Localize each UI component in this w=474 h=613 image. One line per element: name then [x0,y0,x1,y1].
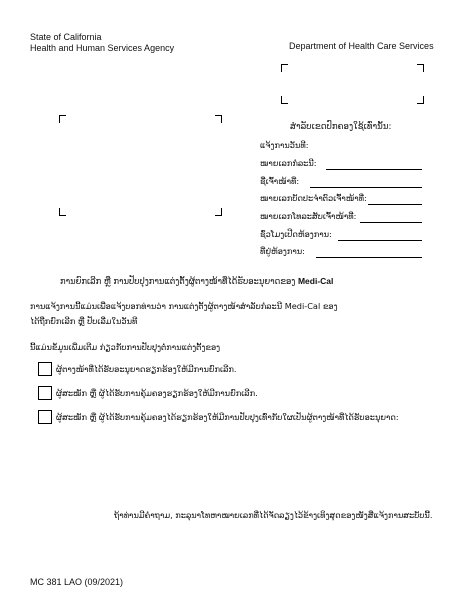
form-id: MC 381 LAO (09/2021) [30,577,124,587]
additional-info-text: ນີ້ແມ່ນຂໍ້ມູນເພີ່ມເຕີມ ກ່ຽວກັບການປັບປຸງຕໍ່ການແຕ່ງຕັ້ງຂອງ [30,342,221,352]
worker-phone-line [360,222,422,223]
worker-phone-field[interactable] [260,210,430,224]
worker-name-label: ຊື່ເຈົ້າໜ້າທີ່: [260,176,300,186]
form-title [60,275,333,287]
option-label-2: ຜູ້ສະໝັກ ຫຼື ຜູ້ໄດ້ຮັບການຄຸ້ມຄອງຮຽກຮ້ອງໃຫ້ມີການຍົກເລີກ. [56,388,258,398]
option-label-1: ຜູ້ຕາງໜ້າທີ່ໄດ້ຮັບອະນຸຍາດຮຽກຮ້ອງໃຫ້ມີການຍົກເລີກ. [56,364,237,374]
option-checkbox-1[interactable] [38,362,52,376]
agency-name: Health and Human Services Agency [30,43,175,53]
worker-id-field[interactable] [260,192,430,206]
office-address-line [316,257,422,258]
worker-name-line [310,187,422,188]
office-hours-field[interactable] [260,228,430,242]
worker-name-field[interactable] [260,175,430,189]
office-hours-line [338,240,422,241]
questions-note: ຖ້າທ່ານມີຄໍາຖາມ, ກະລຸນາໂທຫາໝາຍເລກທີ່ໄດ້ຈັດລຽງໄວ້ຂ້າງເທິງສຸດຂອງໜັງສືແຈ້ງການສະບັບນີ້. [114,510,433,520]
option-checkbox-2[interactable] [38,386,52,400]
office-hours-label: ຊົ່ວໂມງເປີດຫ້ອງການ: [260,229,332,239]
notice-date-field[interactable] [260,139,430,153]
form-title-program: Medi-Cal [297,276,334,286]
case-number-label: ໝາຍເລກກໍລະນີ: [260,158,317,168]
office-address-field[interactable] [260,245,430,259]
form-title-text: ການຍົກເລີກ ຫຼື ການປັບປຸງການແຕ່ງຕັ້ງຜູ້ຕາງໜ້າທີ່ໄດ້ຮັບອະນຸຍາດຂອງ [60,276,296,286]
notice-date-label: ແຈ້ງການວັນທີ: [260,140,309,150]
worker-phone-label: ໝາຍເລກໂທລະສັບເຈົ້າໜ້າທີ່: [260,211,357,221]
worker-id-line [368,204,422,205]
case-number-line [326,169,422,170]
office-address-label: ທີ່ຢູ່ຫ້ອງການ: [260,246,305,256]
office-use-title: ສໍາລັບເຂດປົກຄອງໃຊ້ເທົ່ານັ້ນ: [290,122,392,132]
state-name: State of California [30,32,102,42]
department-name: Department of Health Care Services [289,41,434,51]
worker-id-label: ໝາຍເລກບັດປະຈໍາຕົວເຈົ້າໜ້າທີ່: [260,193,367,203]
notice-paragraph-line2: ໄດ້ຖືກຍົກເລີກ ຫຼື ປັບເລີ່ມໃນວັນທີ [30,316,138,326]
option-label-3: ຜູ້ສະໝັກ ຫຼື ຜູ້ໄດ້ຮັບການຄຸ້ມຄອງໄດ້ຮຽກຮ້ອງໃຫ້ມີການປັບປຸງເທົ່າກັບໃຜເປັນຜູ້ຕາງໜ້າທີ່ໄດ້ຮັບອະນຸຍາດ: [56,412,399,422]
case-number-field[interactable] [260,157,430,171]
notice-paragraph-line1: ການແຈ້ງການນີ້ແມ່ນເພື່ອແຈ້ງບອກທ່ານວ່າ ການແຕ່ງຕັ້ງຜູ້ຕາງໜ້າສໍາລັບກໍລະນີ Medi-Cal ຂອງ [30,301,338,311]
option-checkbox-3[interactable] [38,410,52,424]
